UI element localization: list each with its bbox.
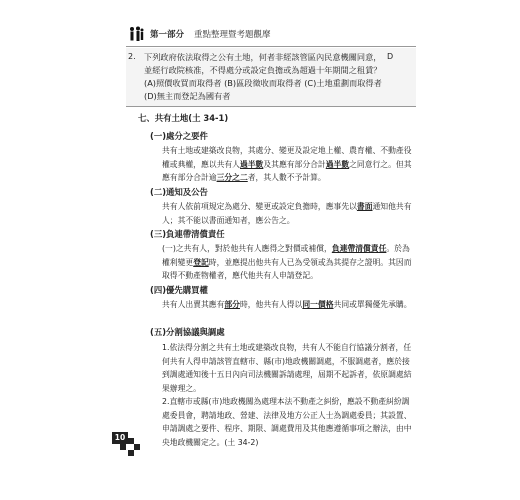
decor-square (134, 444, 140, 450)
s1-body: 共有土地或建築改良物，其處分、變更及設定地上權、農育權、不動產役權或典權，應以共有人過半數及其應有部分合計過半數之同意行之。但其應有部分合計逾三分之二者，其人數不予計算。 (162, 146, 412, 182)
question-answer: D (387, 52, 394, 61)
decor-square (128, 450, 134, 456)
s5-item-1: 1.依法得分割之共有土地或建築改良物，共有人不能自行協議分割者，任何共有人得申請該管直轄市、縣(市)地政機關調處，不服調處者，應於接到調處通知後十五日內向司法機關訴請處理，屆期不起訴者，依原調處結果辦理之。 (162, 343, 412, 393)
s2-h1: 書面 (356, 202, 373, 211)
s4-body: 共有人出賣其應有部分時，他共有人得以同一價格共同或單獨優先承購。 (162, 300, 412, 309)
s1-h3: 三分之二 (216, 173, 248, 182)
question-text: 下列政府依法取得之公有土地，何者非經該管區內民意機關同意，並經行政院核准，不得處分或設定負擔或為超過十年期間之租賃？ (A)照價收買而取得者 (B)區段徵收而取得者 (C)土地重劃而取得者 (D)無主而登記為國有者 (144, 52, 382, 101)
s4-h1: 部分 (224, 300, 240, 309)
s1-title: (一)處分之要件 (150, 131, 208, 141)
s4-h2: 同一價格 (302, 300, 334, 309)
decor-square (120, 444, 126, 450)
header-divider (126, 46, 416, 47)
s1-h1: 過半數 (239, 159, 264, 169)
page-number: 10 (112, 432, 128, 444)
s5-item-2: 2.直轄市或縣(市)地政機關為處理本法不動產之糾紛，應設不動產糾紛調處委員會，聘請地政、營建、法律及地方公正人士為調處委員；其設置、申請調處之要件、程序、期限、調處費用及其他應遵循事項之辦法，由中央地政機關定之。(土 34-2) (162, 397, 412, 447)
s3-title: (三)負連帶清償責任 (150, 229, 225, 239)
s3-h1: 負連帶清償責任 (331, 244, 387, 253)
people-logo-icon (128, 26, 144, 42)
s1-h2: 過半數 (325, 159, 350, 169)
question-number: 2. (128, 52, 136, 61)
s5-title: (五)分割協議與調處 (150, 327, 225, 337)
header-part: 第一部分 (150, 30, 185, 40)
page-header (128, 26, 271, 42)
s3-body: (一)之共有人，對於他共有人應得之對價或補償，負連帶清償責任。於為權利變更登記時，並應提出他共有人已為受領或為其提存之證明。其因而取得不動產物權者，應代他共有人申請登記。 (162, 244, 412, 280)
s3-h2: 登記 (193, 257, 209, 267)
section-title: 七、共有土地(土 34-1) (138, 113, 229, 123)
header-title: 重點整理暨考題觀摩 (194, 30, 271, 40)
s2-title: (二)通知及公告 (150, 187, 208, 197)
s2-body: 共有人依前項規定為處分、變更或設定負擔時，應事先以書面通知他共有人；其不能以書面通知者，應公告之。 (162, 202, 412, 225)
s4-title: (四)優先購買權 (150, 285, 208, 295)
question-block (126, 48, 416, 107)
